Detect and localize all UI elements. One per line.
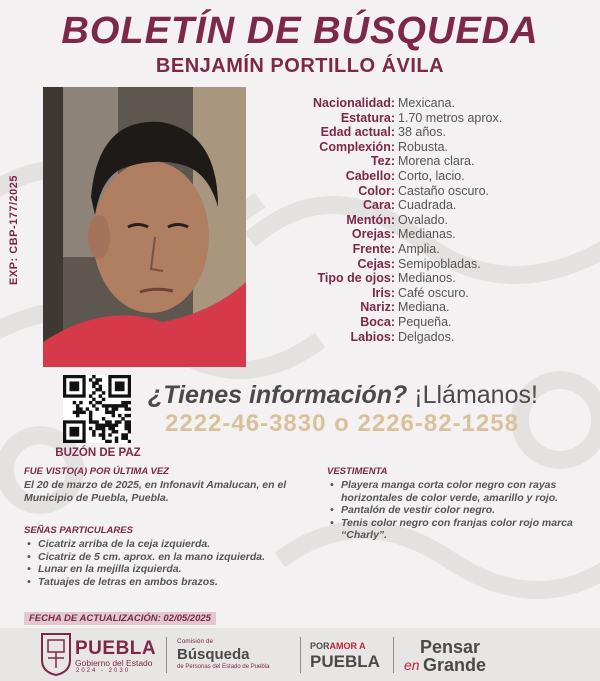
- attribute-label: Tez:: [370, 154, 395, 169]
- attribute-value: Medianos.: [398, 271, 456, 286]
- attribute-row: [258, 169, 588, 184]
- list-item: • Playera manga corta color negro con rayas horizontales de color verde, amarillo y rojo.: [327, 479, 582, 504]
- attribute-row: [258, 96, 588, 111]
- attribute-value: Amplia.: [398, 241, 440, 256]
- attribute-row: [258, 198, 588, 213]
- attribute-row: [258, 125, 588, 140]
- attribute-row: [258, 227, 588, 242]
- en-text: en: [404, 657, 420, 673]
- attribute-label: Orejas:: [351, 227, 395, 242]
- attribute-value: Robusta.: [398, 139, 449, 154]
- puebla-logo-text: PUEBLA: [75, 638, 157, 659]
- comision-text: Comisión de: [177, 638, 214, 645]
- last-seen-section: [24, 466, 294, 504]
- footer-logos: [0, 628, 600, 681]
- attribute-value: 38 años.: [398, 125, 446, 140]
- attribute-row: [258, 184, 588, 199]
- distinguishing-marks-section: [24, 525, 324, 588]
- grande-text: Grande: [423, 655, 487, 675]
- attribute-value: Cuadrada.: [398, 198, 457, 213]
- attribute-label: Color:: [358, 183, 395, 198]
- attribute-value: Pequeña.: [398, 314, 452, 329]
- attribute-value: Semipobladas.: [398, 256, 481, 271]
- attribute-row: [258, 315, 588, 330]
- divider: [300, 637, 301, 673]
- personas-text: de Personas del Estado de Puebla: [177, 664, 270, 670]
- last-seen-heading: FUE VISTO(A) POR ÚLTIMA VEZ: [24, 466, 169, 477]
- attribute-label: Boca:: [360, 314, 395, 329]
- phone-number-1[interactable]: 2222-46-3830: [165, 410, 327, 437]
- puebla-slogan-text: PUEBLA: [310, 652, 380, 671]
- attribute-value: Corto, lacio.: [398, 168, 465, 183]
- attribute-row: [258, 154, 588, 169]
- amor-text: AMOR A: [329, 641, 366, 651]
- attribute-value: Mexicana.: [398, 96, 455, 110]
- attribute-row: [258, 213, 588, 228]
- attribute-label: Mentón:: [346, 212, 395, 227]
- attribute-label: Edad actual:: [320, 125, 395, 140]
- person-name: BENJAMÍN PORTILLO ÁVILA: [155, 55, 445, 77]
- attribute-label: Cara:: [363, 198, 395, 213]
- list-item: • Tatuajes de letras en ambos brazos.: [24, 576, 324, 589]
- attribute-value: Delgados.: [398, 329, 455, 344]
- attribute-label: Frente:: [352, 241, 395, 256]
- bulletin-title: BOLETÍN DE BÚSQUEDA: [61, 10, 539, 52]
- distinguishing-marks-heading: SEÑAS PARTICULARES: [24, 525, 133, 536]
- divider: [393, 637, 394, 673]
- pensar-text: Pensar: [420, 637, 481, 657]
- attribute-row: [258, 330, 588, 345]
- attribute-label: Cejas:: [357, 256, 395, 271]
- attribute-value: Morena clara.: [398, 154, 475, 169]
- attribute-row: [258, 286, 588, 301]
- attribute-row: [258, 257, 588, 272]
- attribute-value: Mediana.: [398, 300, 450, 315]
- list-item: • Cicatriz de 5 cm. aprox. en la mano izquierda.: [24, 551, 324, 564]
- por-amor-text: [310, 641, 366, 651]
- physical-attributes: [258, 96, 588, 344]
- list-item: • Lunar en la mejilla izquierda.: [24, 563, 324, 576]
- buzon-de-paz-label: BUZÓN DE PAZ: [55, 447, 141, 459]
- attribute-value: Medianas.: [398, 227, 456, 242]
- clothing-heading: VESTIMENTA: [327, 466, 388, 477]
- attribute-value: 1.70 metros aprox.: [398, 110, 503, 125]
- divider: [166, 637, 167, 673]
- list-item: • Cicatriz arriba de la ceja izquierda.: [24, 538, 324, 551]
- attribute-label: Labios:: [350, 329, 395, 344]
- clothing-section: [327, 466, 582, 542]
- info-prompt: [148, 381, 538, 410]
- attribute-label: Tipo de ojos:: [317, 271, 395, 286]
- attribute-label: Nacionalidad:: [313, 96, 395, 110]
- attribute-value: Café oscuro.: [398, 285, 469, 300]
- state-shield-icon: [40, 632, 72, 676]
- case-number: EXP: CBP-177/2025: [8, 175, 20, 285]
- attribute-row: [258, 271, 588, 286]
- attribute-label: Estatura:: [340, 110, 395, 125]
- attribute-row: [258, 242, 588, 257]
- phone-separator: o: [334, 410, 350, 437]
- attribute-label: Complexión:: [319, 139, 395, 154]
- busqueda-logo-text: Búsqueda: [177, 646, 250, 663]
- attribute-label: Nariz:: [360, 300, 395, 315]
- attribute-label: Iris:: [372, 285, 395, 300]
- attribute-label: Cabello:: [345, 168, 395, 183]
- attribute-row: [258, 140, 588, 155]
- attribute-value: Castaño oscuro.: [398, 183, 490, 198]
- por-text: POR: [310, 641, 330, 651]
- attribute-row: [258, 300, 588, 315]
- list-item: • Pantalón de vestir color negro.: [327, 504, 582, 517]
- call-us-text: ¡Llámanos!: [414, 381, 538, 409]
- last-seen-text: El 20 de marzo de 2025, en Infonavit Amalucan, en el Municipio de Puebla, Puebla.: [24, 479, 287, 504]
- years-text: 2024 - 2030: [76, 668, 131, 674]
- phone-number-2[interactable]: 2226-82-1258: [357, 410, 519, 437]
- list-item: • Tenis color negro con franjas color rojo marca “Charly”.: [327, 517, 582, 542]
- qr-code[interactable]: [63, 375, 131, 443]
- info-question: ¿Tienes información?: [148, 381, 408, 409]
- person-photo: [43, 87, 246, 367]
- attribute-row: [258, 111, 588, 126]
- attribute-value: Ovalado.: [398, 212, 449, 227]
- gobierno-text: Gobierno del Estado: [75, 658, 153, 668]
- phone-numbers: [165, 410, 519, 438]
- update-date-badge: FECHA DE ACTUALIZACIÓN: 02/05/2025: [24, 612, 216, 625]
